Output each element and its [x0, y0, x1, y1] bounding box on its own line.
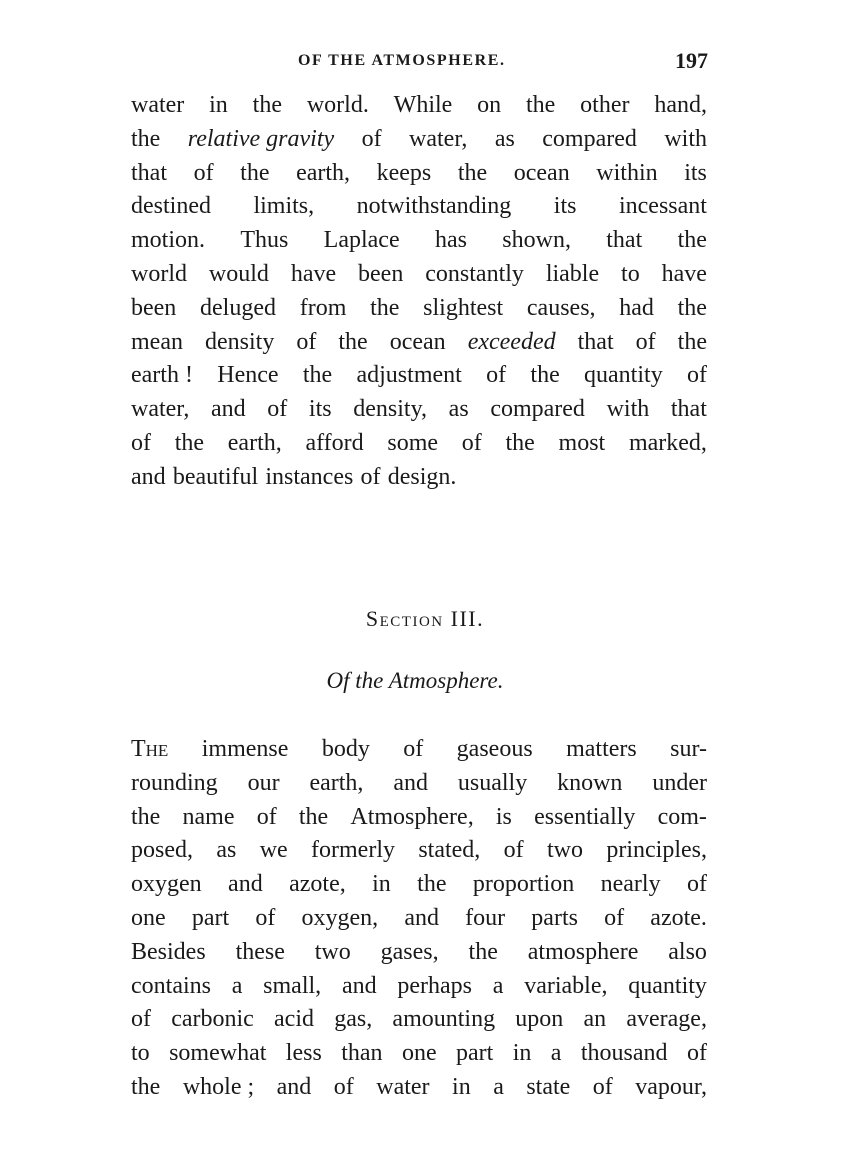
- word: and: [131, 463, 166, 490]
- word: its: [553, 193, 577, 220]
- word: the: [468, 938, 498, 965]
- word: oxygen,: [301, 904, 379, 931]
- word: motion.: [131, 227, 206, 254]
- word: of: [686, 871, 707, 898]
- word: a: [231, 972, 243, 999]
- word: with: [606, 396, 650, 423]
- word: our: [247, 769, 280, 796]
- word: matters: [566, 736, 637, 762]
- word: with: [664, 125, 707, 152]
- word: of: [486, 362, 507, 389]
- text-line: [131, 1071, 707, 1105]
- word: been: [131, 294, 177, 321]
- word: earth !: [131, 362, 193, 389]
- text-line: [131, 157, 707, 191]
- word: the: [252, 92, 282, 118]
- text-line: [131, 427, 707, 461]
- word: other: [580, 92, 630, 118]
- text-line: [131, 936, 707, 970]
- word: quantity: [628, 972, 707, 999]
- word: essentially: [534, 803, 636, 830]
- word: the: [677, 294, 707, 321]
- word: in: [512, 1040, 532, 1067]
- word: ocean: [389, 328, 446, 355]
- word: part: [191, 904, 230, 931]
- word: of: [131, 429, 151, 456]
- word: azote.: [650, 904, 707, 931]
- word: state: [526, 1073, 571, 1100]
- word: to: [131, 1040, 150, 1067]
- word: world: [131, 260, 187, 287]
- word: instances: [265, 463, 354, 490]
- word: of: [193, 159, 214, 186]
- word: destined: [131, 193, 211, 220]
- word: the: [131, 125, 161, 152]
- word: that: [606, 227, 643, 254]
- text-line: [131, 326, 707, 360]
- running-title: OF THE ATMOSPHERE.: [298, 52, 506, 69]
- word: of: [686, 362, 707, 389]
- word: the: [677, 227, 707, 254]
- word: as: [448, 396, 469, 423]
- word: acid: [274, 1006, 315, 1033]
- word: the: [370, 294, 400, 321]
- word: gas,: [334, 1006, 373, 1033]
- word: that: [577, 328, 614, 355]
- word: adjustment: [356, 362, 462, 389]
- word: Thus: [240, 227, 289, 254]
- word: of: [333, 1073, 354, 1100]
- running-head: [130, 48, 710, 76]
- word: two: [314, 938, 351, 965]
- text-line: [131, 359, 707, 393]
- word: water,: [131, 396, 190, 423]
- word: nearly: [600, 871, 661, 898]
- text-line: [131, 767, 707, 801]
- word: to: [621, 260, 640, 287]
- text-line: [131, 834, 707, 868]
- word: within: [596, 159, 658, 186]
- word: liable: [545, 260, 600, 287]
- word: of: [461, 429, 482, 456]
- word: body: [321, 736, 370, 762]
- word: and: [393, 769, 428, 796]
- word: than: [341, 1040, 383, 1067]
- word: we: [259, 837, 288, 864]
- word: gases,: [380, 938, 439, 965]
- text-line: [131, 461, 707, 495]
- word: in: [372, 871, 391, 898]
- word: amounting: [392, 1006, 496, 1033]
- word: also: [668, 938, 707, 965]
- text-line: [131, 292, 707, 326]
- word: the: [505, 429, 535, 456]
- word: an: [583, 1006, 607, 1033]
- text-line: [131, 801, 707, 835]
- word: the: [338, 328, 368, 355]
- word: the: [526, 92, 556, 118]
- word: the: [131, 803, 161, 830]
- word: immense: [201, 736, 289, 762]
- word: compared: [490, 396, 585, 423]
- section-numeral: III.: [450, 606, 485, 631]
- word: of: [686, 1040, 707, 1067]
- word: its: [684, 159, 707, 186]
- word: and: [228, 871, 263, 898]
- word: known: [557, 769, 623, 796]
- word: of: [503, 837, 524, 864]
- text-line: [131, 89, 707, 123]
- word: sur-: [670, 736, 707, 762]
- word: less: [285, 1040, 322, 1067]
- word: a: [492, 972, 504, 999]
- word: that: [131, 159, 167, 186]
- word: mean: [131, 328, 183, 355]
- word: water: [131, 92, 185, 118]
- word: causes,: [526, 294, 596, 321]
- text-line: [131, 733, 707, 767]
- word: notwithstanding: [356, 193, 512, 220]
- word: of: [255, 904, 276, 931]
- word: of: [296, 328, 317, 355]
- word: slightest: [423, 294, 504, 321]
- word: earth,: [309, 769, 364, 796]
- word: earth,: [227, 429, 282, 456]
- word: stated,: [418, 837, 481, 864]
- word: oxygen: [131, 871, 202, 898]
- word: vapour,: [635, 1073, 707, 1100]
- text-line: [131, 970, 707, 1004]
- text-line: [131, 868, 707, 902]
- paragraph-water-density: [131, 89, 707, 495]
- section-heading: [0, 606, 850, 632]
- word: and: [341, 972, 377, 999]
- word: azote,: [289, 871, 346, 898]
- word: most: [558, 429, 606, 456]
- word: is: [495, 803, 512, 830]
- italic-emphasis: exceeded: [467, 328, 556, 355]
- word: and: [404, 904, 439, 931]
- word: its: [308, 396, 332, 423]
- section-subtitle: Of the Atmosphere.: [326, 668, 504, 693]
- word: would: [208, 260, 269, 287]
- word: proportion: [472, 871, 575, 898]
- word: usually: [457, 769, 528, 796]
- text-line: [131, 123, 707, 157]
- word: marked,: [628, 429, 707, 456]
- italic-emphasis: relative gravity: [187, 125, 335, 152]
- word: a: [493, 1073, 504, 1100]
- lead-word: The: [131, 736, 169, 762]
- word: Atmosphere,: [350, 803, 474, 830]
- word: compared: [542, 125, 637, 152]
- paragraph-atmosphere: [131, 733, 707, 1105]
- word: one: [401, 1040, 437, 1067]
- text-line: [131, 902, 707, 936]
- word: variable,: [524, 972, 608, 999]
- word: atmosphere: [527, 938, 639, 965]
- section-label: Section: [365, 606, 444, 631]
- word: of: [361, 125, 382, 152]
- word: whole ;: [182, 1073, 255, 1100]
- word: formerly: [311, 837, 395, 864]
- word: four: [465, 904, 506, 931]
- word: and: [276, 1073, 312, 1100]
- word: gaseous: [456, 736, 533, 762]
- word: perhaps: [397, 972, 472, 999]
- word: part: [456, 1040, 494, 1067]
- word: water,: [409, 125, 468, 152]
- word: quantity: [584, 362, 663, 389]
- word: two: [547, 837, 583, 864]
- word: of: [360, 463, 381, 490]
- word: and: [210, 396, 246, 423]
- text-line: [131, 190, 707, 224]
- word: upon: [515, 1006, 564, 1033]
- word: water: [376, 1073, 430, 1100]
- word: afford: [305, 429, 364, 456]
- word: in: [452, 1073, 471, 1100]
- text-line: [131, 393, 707, 427]
- word: incessant: [618, 193, 707, 220]
- word: keeps: [376, 159, 432, 186]
- word: density: [205, 328, 275, 355]
- page-number: 197: [675, 48, 708, 73]
- word: world.: [306, 92, 369, 118]
- word: of: [256, 803, 277, 830]
- word: have: [661, 260, 707, 287]
- word: of: [131, 1006, 151, 1033]
- word: the: [417, 871, 447, 898]
- text-line: [131, 224, 707, 258]
- word: Besides: [131, 938, 206, 965]
- word: earth,: [296, 159, 351, 186]
- word: the: [457, 159, 488, 186]
- word: somewhat: [169, 1040, 267, 1067]
- word: on: [477, 92, 502, 118]
- word: constantly: [425, 260, 524, 287]
- word: density,: [353, 396, 428, 423]
- word: design.: [387, 463, 457, 490]
- word: the: [131, 1073, 161, 1100]
- word: the: [302, 362, 333, 389]
- word: in: [209, 92, 228, 118]
- word: average,: [626, 1006, 707, 1033]
- text-line: [131, 1003, 707, 1037]
- word: limits,: [253, 193, 315, 220]
- word: the: [240, 159, 270, 186]
- word: small,: [263, 972, 322, 999]
- word: of: [403, 736, 424, 762]
- word: has: [434, 227, 467, 254]
- word: as: [216, 837, 237, 864]
- word: ocean: [513, 159, 570, 186]
- word: under: [652, 769, 707, 796]
- text-line: [131, 1037, 707, 1071]
- word: of: [635, 328, 656, 355]
- word: have: [290, 260, 337, 287]
- word: of: [592, 1073, 613, 1100]
- word: beautiful: [172, 463, 259, 490]
- word: as: [494, 125, 515, 152]
- word: had: [619, 294, 654, 321]
- word: some: [387, 429, 439, 456]
- word: the: [298, 803, 329, 830]
- word: Laplace: [323, 227, 400, 254]
- word: parts: [531, 904, 578, 931]
- word: principles,: [606, 837, 707, 864]
- word: the: [677, 328, 707, 355]
- word: deluged: [200, 294, 277, 321]
- text-line: [131, 258, 707, 292]
- word: name: [182, 803, 235, 830]
- word: Hence: [217, 362, 279, 389]
- word: carbonic: [171, 1006, 254, 1033]
- word: While: [393, 92, 453, 118]
- word: of: [604, 904, 625, 931]
- word: hand,: [654, 92, 707, 118]
- word: posed,: [131, 837, 193, 864]
- word: one: [131, 904, 166, 931]
- word: thousand: [580, 1040, 668, 1067]
- word: that: [670, 396, 707, 423]
- word: these: [235, 938, 285, 965]
- word: rounding: [131, 769, 218, 796]
- word: a: [550, 1040, 562, 1067]
- word: been: [358, 260, 404, 287]
- word: contains: [131, 972, 211, 999]
- word: the: [530, 362, 560, 389]
- word: from: [299, 294, 347, 321]
- word: the: [174, 429, 205, 456]
- word: of: [267, 396, 288, 423]
- word: com-: [657, 803, 707, 830]
- word: shown,: [502, 227, 571, 254]
